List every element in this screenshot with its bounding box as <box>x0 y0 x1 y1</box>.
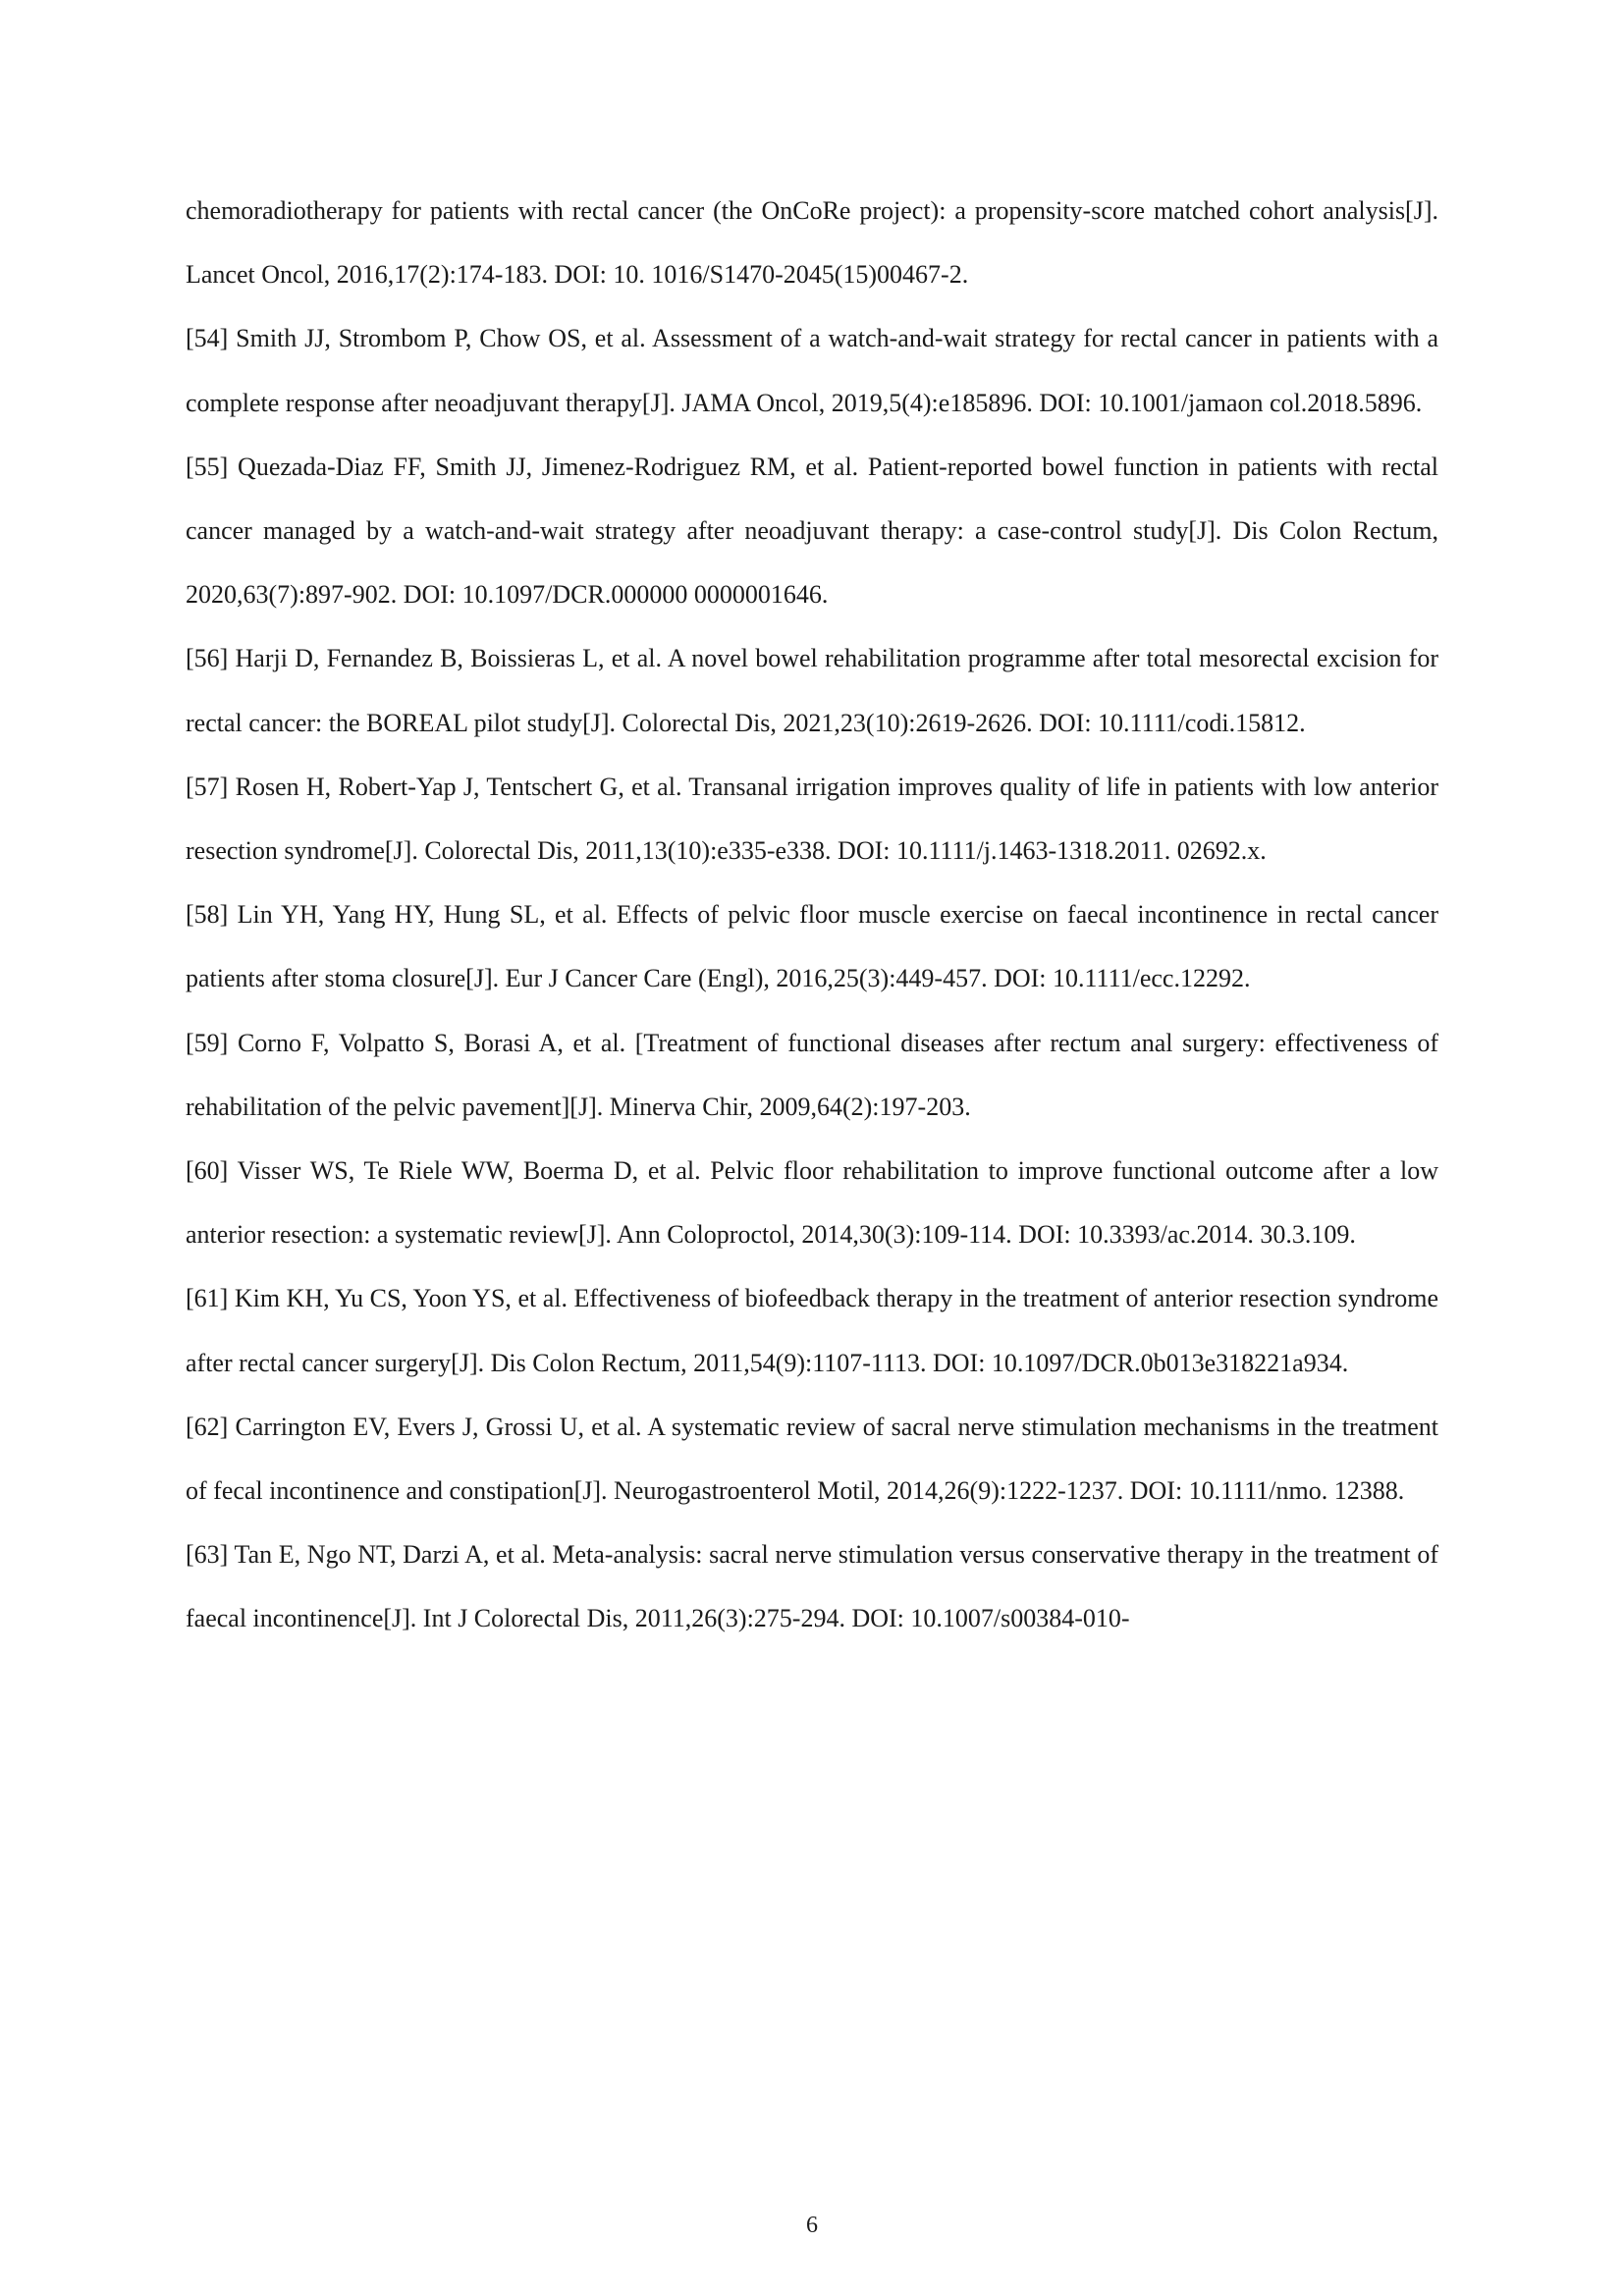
reference-item-54: [54] Smith JJ, Strombom P, Chow OS, et al. Assessment of a watch-and-wait strategy for rectal cancer in patients with a complete response after neoadjuvant therapy[J]. JAMA Oncol, 2019,5(4):e185896. DOI: 10.1001/jamaon col.2018.5896. <box>186 324 1438 417</box>
reference-item-60: [60] Visser WS, Te Riele WW, Boerma D, et al. Pelvic floor rehabilitation to improve functional outcome after a low anterior resection: a systematic review[J]. Ann Coloproctol, 2014,30(3):109-114. DOI: 10.3393/ac.2014. 30.3.109. <box>186 1156 1438 1250</box>
reference-list <box>186 179 1438 1651</box>
reference-item-61: [61] Kim KH, Yu CS, Yoon YS, et al. Effectiveness of biofeedback therapy in the treatment of anterior resection syndrome after rectal cancer surgery[J]. Dis Colon Rectum, 2011,54(9):1107-1113. DOI: 10.1097/DCR.0b013e318221a934. <box>186 1284 1438 1377</box>
reference-item-55: [55] Quezada-Diaz FF, Smith JJ, Jimenez-Rodriguez RM, et al. Patient-reported bowel function in patients with rectal cancer managed by a watch-and-wait strategy after neoadjuvant therapy: a case-control study[J]. Dis Colon Rectum, 2020,63(7):897-902. DOI: 10.1097/DCR.000000 0000001646. <box>186 452 1438 610</box>
reference-item-58: [58] Lin YH, Yang HY, Hung SL, et al. Effects of pelvic floor muscle exercise on faecal incontinence in rectal cancer patients after stoma closure[J]. Eur J Cancer Care (Engl), 2016,25(3):449-457. DOI: 10.1111/ecc.12292. <box>186 900 1438 993</box>
reference-item-53-continued: chemoradiotherapy for patients with rectal cancer (the OnCoRe project): a propensity-score matched cohort analysis[J]. Lancet Oncol, 2016,17(2):174-183. DOI: 10. 1016/S1470-2045(15)00467-2. <box>186 196 1438 290</box>
page-number: 6 <box>806 2213 818 2238</box>
reference-item-59: [59] Corno F, Volpatto S, Borasi A, et al. [Treatment of functional diseases after rectum anal surgery: effectiveness of rehabilitation of the pelvic pavement][J]. Minerva Chir, 2009,64(2):197-203. <box>186 1028 1438 1121</box>
reference-item-63: [63] Tan E, Ngo NT, Darzi A, et al. Meta-analysis: sacral nerve stimulation versus conservative therapy in the treatment of faecal incontinence[J]. Int J Colorectal Dis, 2011,26(3):275-294. DOI: 10.1007/s00384-010- <box>186 1540 1438 1633</box>
reference-item-62: [62] Carrington EV, Evers J, Grossi U, et al. A systematic review of sacral nerve stimulation mechanisms in the treatment of fecal incontinence and constipation[J]. Neurogastroenterol Motil, 2014,26(9):1222-1237. DOI: 10.1111/nmo. 12388. <box>186 1412 1438 1506</box>
reference-item-57: [57] Rosen H, Robert-Yap J, Tentschert G, et al. Transanal irrigation improves quality of life in patients with low anterior resection syndrome[J]. Colorectal Dis, 2011,13(10):e335-e338. DOI: 10.1111/j.1463-1318.2011. 02692.x. <box>186 772 1438 866</box>
reference-item-56: [56] Harji D, Fernandez B, Boissieras L, et al. A novel bowel rehabilitation programme after total mesorectal excision for rectal cancer: the BOREAL pilot study[J]. Colorectal Dis, 2021,23(10):2619-2626. DOI: 10.1111/codi.15812. <box>186 644 1438 737</box>
